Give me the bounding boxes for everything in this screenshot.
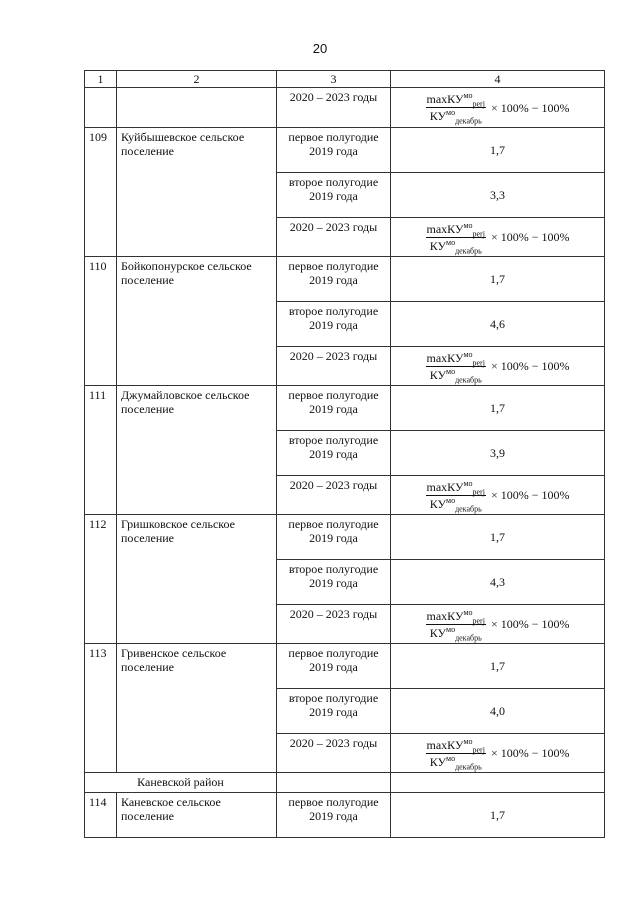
continuation-row	[85, 88, 605, 128]
growth-formula	[426, 480, 570, 511]
formula-den-base: КУ	[429, 754, 446, 769]
period-cell: второе полугодие 2019 года	[277, 431, 391, 476]
value-cell: 4,3	[391, 560, 605, 605]
formula-fraction	[426, 738, 486, 769]
formula-num-sub-index: j	[482, 744, 485, 754]
formula-tail: × 100% − 100%	[490, 617, 570, 631]
formula-fraction	[426, 351, 486, 382]
growth-formula	[426, 222, 570, 253]
period-cell: 2020 – 2023 годы	[277, 88, 391, 128]
formula-den-sup: мо	[446, 495, 456, 505]
formula-cell	[391, 88, 605, 128]
formula-den-base: КУ	[429, 496, 446, 511]
period-cell: первое полугодие 2019 года	[277, 644, 391, 689]
formula-den-sup: мо	[446, 237, 456, 247]
row-number-cell: 114	[85, 793, 117, 838]
row-number-cell: 112	[85, 515, 117, 644]
value-cell: 1,7	[391, 793, 605, 838]
period-cell: первое полугодие 2019 года	[277, 128, 391, 173]
growth-formula	[426, 91, 570, 126]
table-header-row	[85, 71, 605, 88]
value-cell: 1,7	[391, 386, 605, 431]
formula-den-sub: декабрь	[455, 761, 482, 771]
formula-numerator	[426, 351, 486, 367]
formula-num-sup: мо	[463, 607, 473, 617]
period-cell: второе полугодие 2019 года	[277, 302, 391, 347]
page-number: 20	[312, 41, 328, 56]
formula-num-base: maxКУ	[426, 608, 464, 623]
formula-tail: × 100% − 100%	[490, 230, 570, 244]
settlement-name-cell: Каневское сельское поселение	[117, 793, 277, 838]
settlement-name-cell: Гришковское сельское поселение	[117, 515, 277, 644]
formula-denominator	[430, 238, 482, 253]
formula-cell	[391, 218, 605, 257]
formula-numerator	[426, 480, 486, 496]
formula-num-base: maxКУ	[426, 92, 464, 106]
formula-num-sub-text: per	[472, 486, 483, 496]
table-row	[85, 257, 605, 302]
formula-num-sub-index: j	[482, 99, 485, 109]
growth-formula	[426, 351, 570, 382]
formula-num-base: maxКУ	[426, 737, 464, 752]
period-cell: первое полугодие 2019 года	[277, 793, 391, 838]
formula-denominator	[430, 625, 482, 640]
formula-cell	[391, 734, 605, 773]
formula-den-sub: декабрь	[455, 632, 482, 642]
period-cell: второе полугодие 2019 года	[277, 689, 391, 734]
period-cell: 2020 – 2023 годы	[277, 347, 391, 386]
tariff-table	[84, 70, 605, 838]
period-cell: второе полугодие 2019 года	[277, 173, 391, 218]
formula-cell	[391, 605, 605, 644]
formula-denominator	[429, 108, 482, 126]
formula-num-sub-text: per	[472, 744, 483, 754]
formula-denominator	[430, 367, 482, 382]
region-row	[85, 773, 605, 793]
header-col-2: 2	[117, 71, 277, 88]
formula-cell	[391, 347, 605, 386]
formula-numerator	[426, 609, 486, 625]
table-row	[85, 386, 605, 431]
period-cell: первое полугодие 2019 года	[277, 257, 391, 302]
value-cell: 1,7	[391, 644, 605, 689]
formula-num-sup: мо	[463, 220, 473, 230]
settlement-name-cell	[117, 88, 277, 128]
formula-numerator	[426, 738, 486, 754]
formula-fraction	[426, 222, 486, 253]
header-col-3: 3	[277, 71, 391, 88]
formula-numerator	[426, 222, 486, 238]
formula-num-sub-text: per	[472, 228, 483, 238]
period-cell: второе полугодие 2019 года	[277, 560, 391, 605]
empty-cell	[277, 773, 391, 793]
row-number-cell: 109	[85, 128, 117, 257]
empty-cell	[391, 773, 605, 793]
formula-num-sub-index: j	[482, 486, 485, 496]
formula-den-base: КУ	[429, 109, 446, 123]
row-number-cell: 110	[85, 257, 117, 386]
formula-den-sub: декабрь	[455, 116, 482, 126]
formula-num-sup: мо	[463, 91, 473, 100]
formula-den-sub: декабрь	[455, 503, 482, 513]
formula-den-sup: мо	[446, 624, 456, 634]
value-cell: 1,7	[391, 515, 605, 560]
header-col-4: 4	[391, 71, 605, 88]
formula-num-sup: мо	[463, 736, 473, 746]
formula-den-sub: декабрь	[455, 374, 482, 384]
period-cell: первое полугодие 2019 года	[277, 515, 391, 560]
formula-num-sup: мо	[463, 478, 473, 488]
formula-den-sup: мо	[446, 366, 456, 376]
period-cell: 2020 – 2023 годы	[277, 476, 391, 515]
formula-num-sup: мо	[463, 349, 473, 359]
formula-fraction	[426, 480, 486, 511]
row-number-cell	[85, 88, 117, 128]
table-row	[85, 515, 605, 560]
table-row	[85, 644, 605, 689]
settlement-name-cell: Гривенское сельское поселение	[117, 644, 277, 773]
period-cell: 2020 – 2023 годы	[277, 218, 391, 257]
formula-tail: × 100% − 100%	[490, 488, 570, 502]
formula-den-base: КУ	[429, 367, 446, 382]
formula-tail: × 100% − 100%	[490, 100, 570, 115]
formula-num-sub-text: per	[472, 99, 483, 109]
period-cell: 2020 – 2023 годы	[277, 734, 391, 773]
formula-numerator	[426, 92, 486, 108]
formula-den-base: КУ	[429, 625, 446, 640]
formula-num-sub-index: j	[482, 357, 485, 367]
formula-tail: × 100% − 100%	[490, 746, 570, 760]
value-cell: 1,7	[391, 128, 605, 173]
value-cell: 4,6	[391, 302, 605, 347]
value-cell: 4,0	[391, 689, 605, 734]
settlement-name-cell: Джумайловское сельское поселение	[117, 386, 277, 515]
growth-formula	[426, 738, 570, 769]
formula-denominator	[430, 496, 482, 511]
row-number-cell: 111	[85, 386, 117, 515]
table-row	[85, 128, 605, 173]
formula-num-sub-text: per	[472, 357, 483, 367]
formula-den-sub: декабрь	[455, 245, 482, 255]
formula-num-base: maxКУ	[426, 350, 464, 365]
period-cell: первое полугодие 2019 года	[277, 386, 391, 431]
value-cell: 1,7	[391, 257, 605, 302]
formula-cell	[391, 476, 605, 515]
header-col-1: 1	[85, 71, 117, 88]
formula-fraction	[426, 91, 486, 126]
formula-num-sub-index: j	[482, 228, 485, 238]
region-title: Каневской район	[85, 773, 277, 793]
formula-tail: × 100% − 100%	[490, 359, 570, 373]
value-cell: 3,9	[391, 431, 605, 476]
table-row	[85, 793, 605, 838]
formula-fraction	[426, 609, 486, 640]
settlement-name-cell: Бойкопонурское сельское поселение	[117, 257, 277, 386]
formula-num-base: maxКУ	[426, 221, 464, 236]
formula-denominator	[430, 754, 482, 769]
formula-num-sub-index: j	[482, 615, 485, 625]
formula-num-base: maxКУ	[426, 479, 464, 494]
period-cell: 2020 – 2023 годы	[277, 605, 391, 644]
formula-num-sub-text: per	[472, 615, 483, 625]
settlement-name-cell: Куйбышевское сельское поселение	[117, 128, 277, 257]
row-number-cell: 113	[85, 644, 117, 773]
formula-den-sup: мо	[446, 108, 456, 117]
formula-den-sup: мо	[446, 753, 456, 763]
growth-formula	[426, 609, 570, 640]
formula-den-base: КУ	[429, 238, 446, 253]
value-cell: 3,3	[391, 173, 605, 218]
